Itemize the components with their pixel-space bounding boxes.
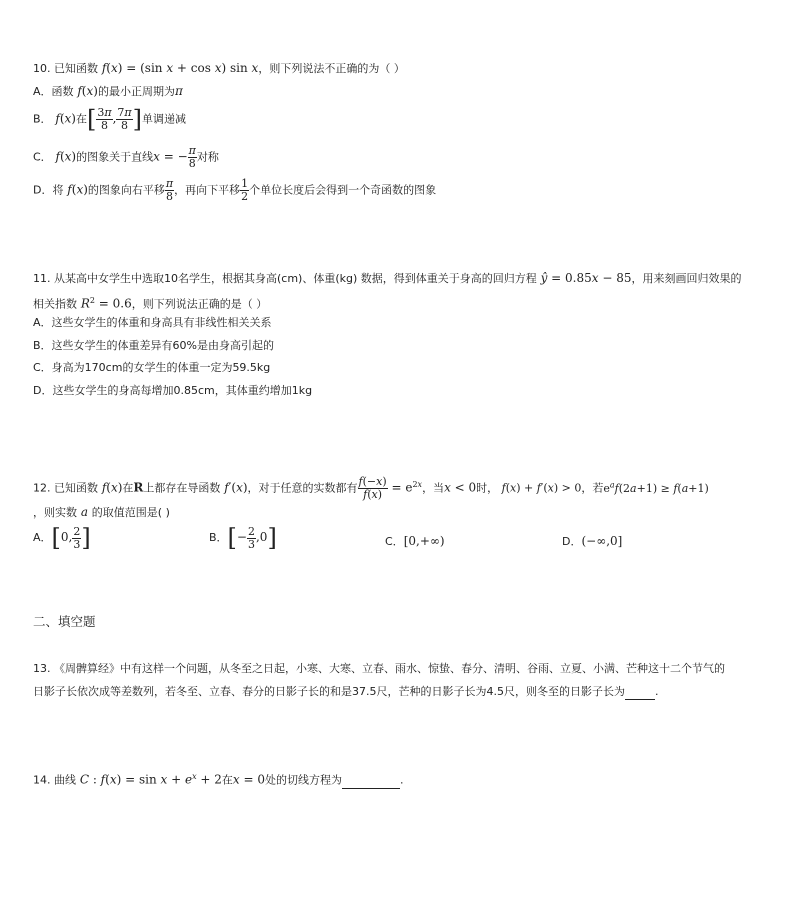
q12-line2: ，则实数 a 的取值范围是( )	[33, 505, 170, 519]
q14-answer-blank[interactable]	[342, 774, 400, 789]
q12-option-b: B．[− $\frac{2}{3}$ ,0]	[209, 524, 277, 552]
q10-option-b: B． f(x)在[ $\frac{3\pi}{8}$ , $\frac{7\pi}{8}$ ]单调递减	[33, 105, 187, 134]
q12-option-c: C．[0,+∞)	[385, 534, 445, 548]
q11-line1: 11. 从某高中女学生中选取10名学生，根据其身高(cm)、体重(kg) 数据，得到体重关于身高的回归方程 ŷ = 0.85x − 85，用来刻画回归效果的	[33, 271, 742, 285]
b-frac-2: $\frac{7\pi}{8}$	[117, 106, 132, 132]
q11-option-a: A．这些女学生的体重和身高具有非线性相关关系	[33, 316, 272, 329]
q10-option-d: D．将 f(x)的图象向右平移 $\frac{\pi}{8}$ ，再向下平移 $\frac{1}{2}$ 个单位长度后会得到一个奇函数的图象	[33, 177, 437, 203]
q13-answer-blank[interactable]	[625, 685, 655, 700]
q12-option-d: D．(−∞,0]	[562, 534, 623, 548]
q10-formula: f	[98, 61, 107, 75]
q10-stem: 10. 已知函数 f(x) = (sin x + cos x) sin x，则下列说法不正确的为（ ）	[33, 61, 405, 75]
q11-line2: 相关指数 $R^2 = 0.6$，则下列说法正确的是（ ）	[33, 296, 268, 311]
b-frac-1: $\frac{3\pi}{8}$	[97, 106, 112, 132]
q12-line1: 12. 已知函数 f(x)在R上都存在导函数 f′(x)，对于任意的实数都有 $\frac{f(-x)}{f(x)}$ = $e^{2x}$，当x < 0时， f(x) + f′(x) > 0，若$e^af(2a+1) \ge f(a+1)$	[33, 475, 709, 501]
q10-option-a: A．函数 f(x)的最小正周期为π	[33, 84, 183, 98]
q13-line1: 13. 《周髀算经》中有这样一个问题，从冬至之日起，小寒、大寒、立春、雨水、惊蛰、春分、清明、谷雨、立夏、小满、芒种这十二个节气的	[33, 662, 725, 675]
q11-option-c: C．身高为170cm的女学生的体重一定为59.5kg	[33, 361, 271, 374]
q13-line2: 日影子长依次成等差数列，若冬至、立春、春分的日影子长的和是37.5尺，芒种的日影子长为4.5尺，则冬至的日影子长为 .	[33, 685, 659, 698]
q14-line: 14. 曲线 C : $f(x) = \sin x + e^x + 2$在x = 0处的切线方程为 .	[33, 772, 404, 787]
section-title: 二、填空题	[33, 614, 96, 629]
q10-option-c: C． f(x)的图象关于直线x = − $\frac{\pi}{8}$ 对称	[33, 144, 219, 170]
q10-stem-post: ，则下列说法不正确的为（ ）	[258, 62, 405, 75]
q12-option-a: A．[0, $\frac{2}{3}$ ]	[33, 524, 91, 552]
q11-option-b: B．这些女学生的体重差异有60%是由身高引起的	[33, 339, 274, 352]
q11-option-d: D．这些女学生的身高每增加0.85cm，其体重约增加1kg	[33, 384, 313, 397]
q10-stem-pre: 10. 已知函数	[33, 62, 98, 75]
